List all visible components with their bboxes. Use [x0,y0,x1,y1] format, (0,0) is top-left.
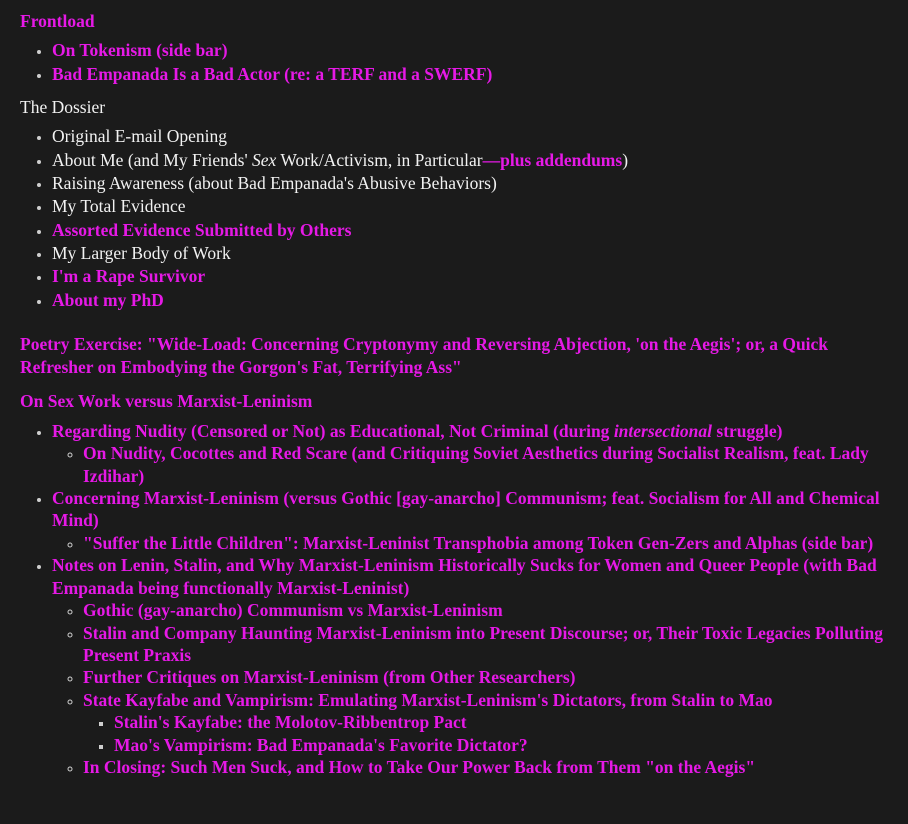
text-about-me-pre: About Me (and My Friends' [52,149,253,170]
list-item [52,149,890,172]
list-item [52,420,890,487]
list-item [83,689,890,756]
spacer [20,322,890,333]
list-item [83,442,890,487]
link-stalins-kayfabe[interactable]: Stalin's Kayfabe: the Molotov-Ribbentrop Pact [114,712,467,733]
list-item [52,242,890,265]
list-item [83,599,890,621]
link-stalin-and-company-haunting[interactable]: Stalin and Company Haunting Marxist-Leninism into Present Discourse; or, Their Toxic Legacies Polluting Present Praxis [83,622,884,665]
list-item [83,622,890,667]
notes-sublist [52,599,890,779]
list-item [52,289,890,312]
list-item [52,265,890,288]
text-nudity-post: struggle) [712,420,783,441]
list-item [52,219,890,242]
poetry-heading [20,333,890,380]
nudity-sublist [52,442,890,487]
sexwork-list [20,420,890,779]
link-assorted-evidence[interactable]: Assorted Evidence Submitted by Others [52,219,352,240]
text-intersectional-emphasis: intersectional [613,420,713,441]
list-item [83,756,890,778]
link-poetry-exercise[interactable]: Poetry Exercise: "Wide-Load: Concerning Cryptonymy and Reversing Abjection, 'on the Aegis'; or, a Quick Refresher on Embodying the Gorgon's Fat, Terrifying Ass" [20,333,829,378]
link-on-nudity-cocottes-red-scare[interactable]: On Nudity, Cocottes and Red Scare (and Critiquing Soviet Aesthetics during Socialist Realism, feat. Lady Izdihar) [83,443,869,486]
text-sex-emphasis: Sex [252,149,277,170]
text-nudity-pre: Regarding Nudity (Censored or Not) as Educational, Not Criminal (during [52,420,614,441]
text-about-me-mid: Work/Activism, in Particular [276,149,483,170]
dossier-list [20,125,890,312]
dossier-heading: The Dossier [20,96,106,117]
frontload-heading [20,10,890,33]
link-concerning-marxist-leninism[interactable]: Concerning Marxist-Leninism (versus Gothic [gay-anarcho] Communism; feat. Socialism for All and Chemical Mind) [52,488,880,531]
text-original-email-opening: Original E-mail Opening [52,126,227,147]
link-further-critiques[interactable]: Further Critiques on Marxist-Leninism (from Other Researchers) [83,667,576,688]
list-item [83,666,890,688]
list-item [52,39,890,62]
kayfabe-sublist [83,711,890,756]
list-item [52,172,890,195]
link-on-sex-work-versus-marxist-leninism[interactable]: On Sex Work versus Marxist-Leninism [20,391,313,412]
link-bad-empanada-bad-actor[interactable]: Bad Empanada Is a Bad Actor (re: a TERF and a SWERF) [52,63,493,84]
link-gothic-communism-vs-ml[interactable]: Gothic (gay-anarcho) Communism vs Marxist-Leninism [83,600,503,621]
link-state-kayfabe-and-vampirism[interactable]: State Kayfabe and Vampirism: Emulating Marxist-Leninism's Dictators, from Stalin to Mao [83,689,773,710]
spacer [20,379,890,390]
link-on-tokenism[interactable]: On Tokenism (side bar) [52,40,228,61]
link-maos-vampirism[interactable]: Mao's Vampirism: Bad Empanada's Favorite Dictator? [114,734,528,755]
text-about-me-post: ) [622,149,629,170]
link-suffer-the-little-children[interactable]: "Suffer the Little Children": Marxist-Leninist Transphobia among Token Gen-Zers and Alphas (side bar) [83,532,874,553]
link-about-my-phd[interactable]: About my PhD [52,289,164,310]
text-my-total-evidence: My Total Evidence [52,196,186,217]
concerning-sublist [52,532,890,554]
link-in-closing[interactable]: In Closing: Such Men Suck, and How to Take Our Power Back from Them "on the Aegis" [83,757,756,778]
link-rape-survivor[interactable]: I'm a Rape Survivor [52,266,206,287]
text-raising-awareness: Raising Awareness (about Bad Empanada's Abusive Behaviors) [52,172,497,193]
list-item [52,125,890,148]
sexwork-heading [20,390,890,413]
frontload-list [20,39,890,86]
list-item [83,532,890,554]
link-plus-addendums[interactable]: —plus addendums [482,149,623,170]
list-item [52,487,890,554]
list-item [114,711,890,733]
list-item [52,195,890,218]
text-my-larger-body-of-work: My Larger Body of Work [52,242,231,263]
link-regarding-nudity[interactable] [52,421,783,441]
list-item [52,63,890,86]
list-item [114,734,890,756]
frontload-heading-link[interactable]: Frontload [20,11,95,31]
link-notes-on-lenin-stalin[interactable]: Notes on Lenin, Stalin, and Why Marxist-Leninism Historically Sucks for Women and Queer People (with Bad Empanada being functionally Marxist-Leninist) [52,555,877,598]
list-item [52,554,890,778]
